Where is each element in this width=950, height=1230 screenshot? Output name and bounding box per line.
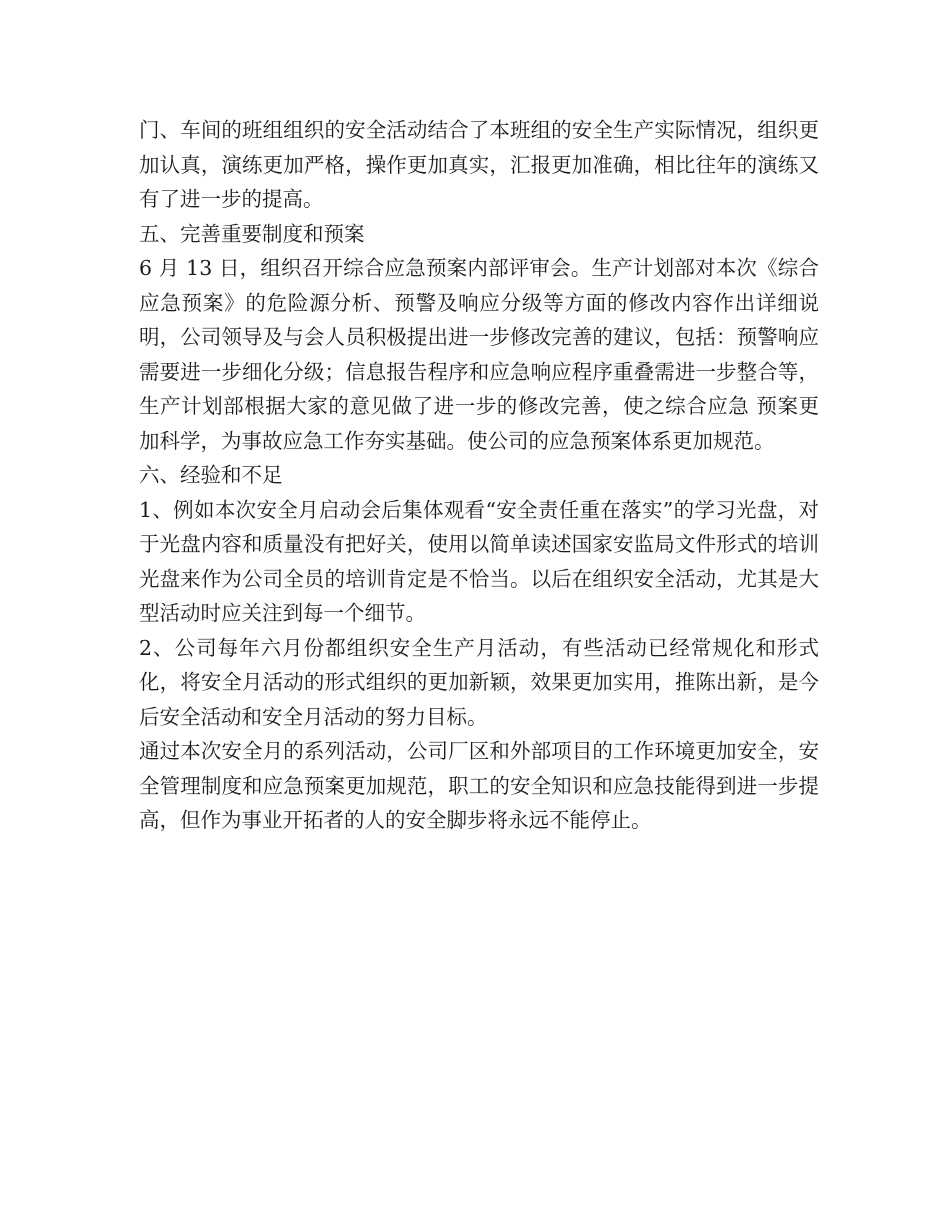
experience-item-2: 2、公司每年六月份都组织安全生产月活动，有些活动已经常规化和形式化，将安全月活动的形式组织的更加新颖，效果更加实用，推陈出新，是今后安全活动和安全月活动的努力目标。 [139,635,819,729]
experience-item-1: 1、例如本次安全月启动会后集体观看“安全责任重在落实”的学习光盘，对于光盘内容和质量没有把好关，使用以简单读述国家安监局文件形式的培训光盘来作为公司全员的培训肯定是不恰当。以后在组织安全活动，尤其是大型活动时应关注到每一个细节。 [139,497,819,625]
section-heading-5: 五、完善重要制度和预案 [139,221,365,246]
section-heading-6: 六、经验和不足 [139,463,283,487]
conclusion-paragraph: 通过本次安全月的系列活动，公司厂区和外部项目的工作环境更加安全，安全管理制度和应急预案更加规范，职工的安全知识和应急技能得到进一步提高，但作为事业开拓者的人的安全脚步将永远不能停止。 [139,739,819,832]
document-body [139,113,819,838]
section-5-paragraph: 6 月 13 日，组织召开综合应急预案内部评审会。生产计划部对本次《综合应急预案》的危险源分析、预警及响应分级等方面的修改内容作出详细说明，公司领导及与会人员积极提出进一步修改完善的建议，包括：预警响应需要进一步细化分级；信息报告程序和应急响应程序重叠需进一步整合等，生产计划部根据大家的意见做了进一步的修改完善，使之综合应急 预案更加科学，为事故应急工作夯实基础。使公司的应急预案体系更加规范。 [139,256,819,453]
intro-paragraph: 门、车间的班组组织的安全活动结合了本班组的安全生产实际情况，组织更加认真，演练更加严格，操作更加真实，汇报更加准确，相比往年的演练又有了进一步的提高。 [139,118,819,211]
